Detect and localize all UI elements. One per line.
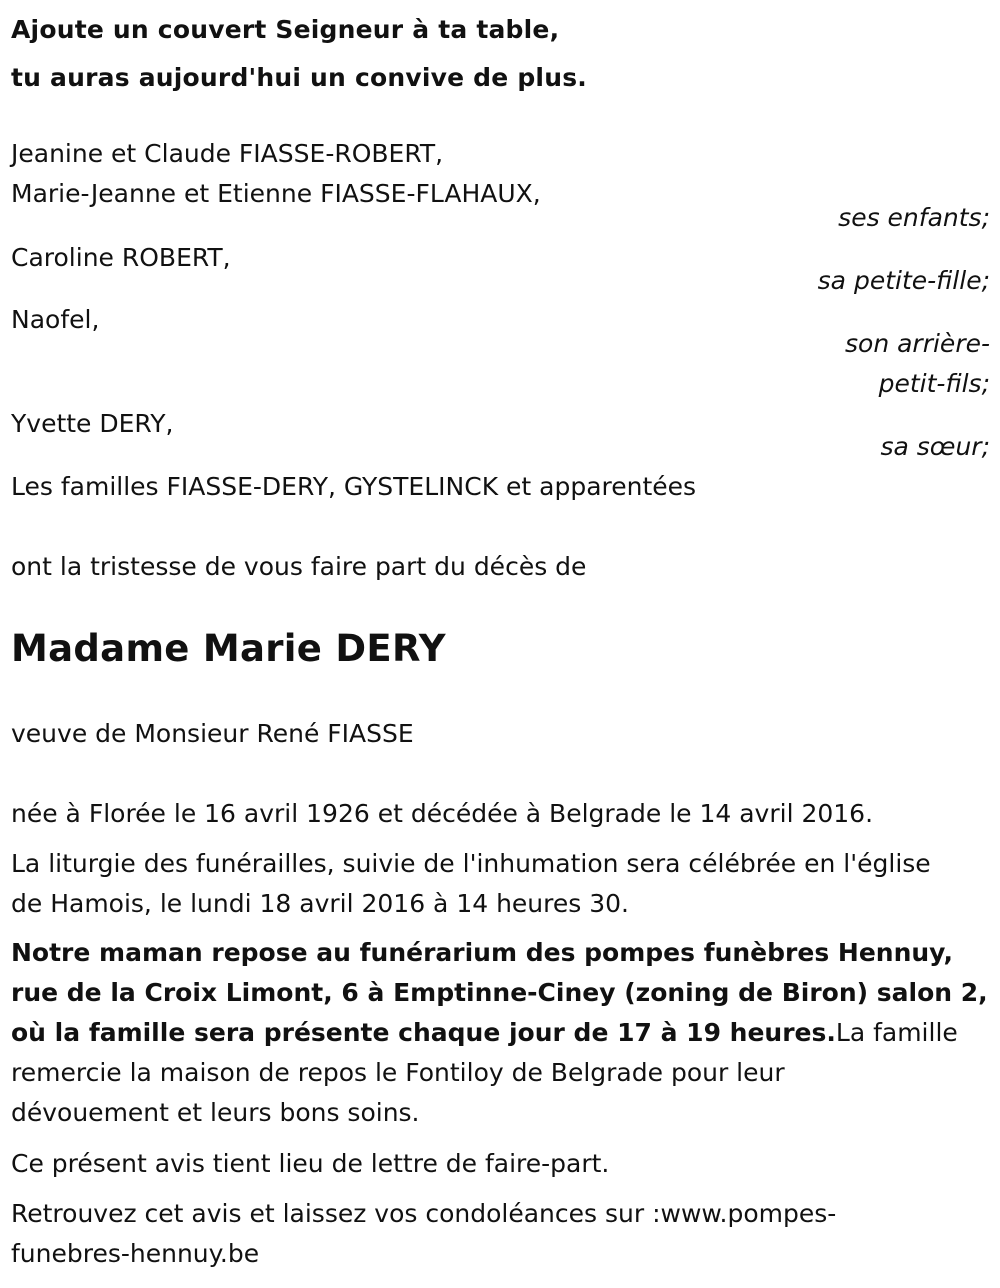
notice (11, 1144, 986, 1184)
rest-line-3-tail: La famille (835, 1018, 958, 1047)
liturgy-line-2: de Hamois, le lundi 18 avril 2016 à 14 heures 30. (11, 889, 629, 918)
sister-name (11, 404, 986, 444)
families-line (11, 467, 986, 507)
rest-line-3-bold: où la famille sera présente chaque jour de 17 à 19 heures. (11, 1018, 836, 1047)
rest-line-1: Notre maman repose au funérarium des pompes funèbres Hennuy, (11, 938, 954, 967)
notice-text: Ce présent avis tient lieu de lettre de faire-part. (11, 1149, 610, 1178)
widow-of (11, 714, 986, 754)
sister-role: sa sœur; (880, 432, 990, 461)
great-grandson-role-line-2: petit-fils; (878, 369, 990, 398)
epigraph-line-1: Ajoute un couvert Seigneur à ta table, (11, 15, 560, 44)
birth-death (11, 794, 986, 834)
announcement-text: ont la tristesse de vous faire part du décès de (11, 552, 587, 581)
granddaughter-role: sa petite-fille; (817, 266, 990, 295)
condolences-line-1: Retrouvez cet avis et laissez vos condoléances sur :www.pompes- (11, 1199, 837, 1228)
great-grandson-role-line-1: son arrière- (845, 329, 990, 358)
rest-line-2: rue de la Croix Limont, 6 à Emptinne-Ciney (zoning de Biron) salon 2, (11, 978, 988, 1007)
great-grandson-text: Naofel, (11, 305, 100, 334)
announcement (11, 547, 986, 587)
condolences (11, 1194, 986, 1274)
funeral-home-paragraph (11, 933, 986, 1133)
deceased-name-text: Madame Marie DERY (11, 627, 446, 670)
deceased-name (11, 624, 986, 674)
children-line-1: Jeanine et Claude FIASSE-ROBERT, (11, 139, 444, 168)
epigraph-line-2: tu auras aujourd'hui un convive de plus. (11, 63, 587, 92)
thanks-line-1: remercie la maison de repos le Fontiloy de Belgrade pour leur (11, 1058, 785, 1087)
thanks-line-2: dévouement et leurs bons soins. (11, 1098, 420, 1127)
great-grandson-role (845, 324, 990, 404)
rest-line-3 (11, 1013, 986, 1053)
great-grandson-name (11, 300, 986, 340)
liturgy-line-1: La liturgie des funérailles, suivie de l'inhumation sera célébrée en l'église (11, 849, 931, 878)
widow-of-text: veuve de Monsieur René FIASSE (11, 719, 414, 748)
children-line-2: Marie-Jeanne et Etienne FIASSE-FLAHAUX, (11, 179, 541, 208)
birth-death-text: née à Florée le 16 avril 1926 et décédée à Belgrade le 14 avril 2016. (11, 799, 874, 828)
epigraph (11, 6, 986, 102)
children-role: ses enfants; (838, 203, 990, 232)
sister-text: Yvette DERY, (11, 409, 174, 438)
condolences-line-2: funebres-hennuy.be (11, 1239, 260, 1268)
granddaughter-text: Caroline ROBERT, (11, 243, 231, 272)
liturgy-paragraph (11, 844, 986, 924)
families-text: Les familles FIASSE-DERY, GYSTELINCK et apparentées (11, 472, 697, 501)
